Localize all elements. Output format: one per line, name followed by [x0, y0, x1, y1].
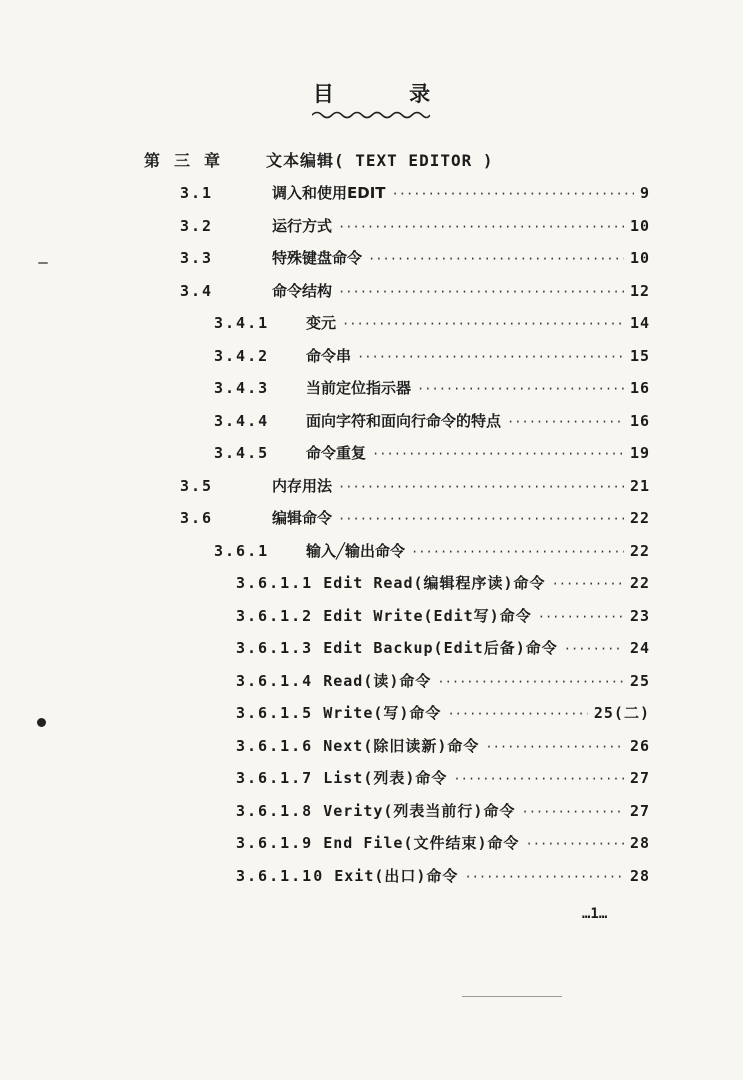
toc-entry-title: Edit Read(编辑程序读)命令	[323, 574, 546, 592]
toc-entry-page: 12	[629, 281, 650, 300]
toc-entry-number: 3.5	[180, 476, 214, 495]
toc-entry-title: Edit Backup(Edit后备)命令	[323, 639, 558, 657]
toc-entry	[214, 377, 650, 407]
page-number: …1…	[582, 906, 608, 922]
leader-dots	[526, 837, 624, 851]
leader-dots	[417, 382, 624, 396]
toc-entry	[180, 475, 650, 505]
toc-entry-number: 3.4	[180, 281, 214, 300]
toc-entry	[236, 865, 650, 895]
leader-dots	[342, 317, 624, 331]
toc-entry-number: 3.4.1	[214, 314, 270, 332]
toc-entry-title: 当前定位指示器	[306, 379, 412, 397]
toc-entry-title: 命令结构	[272, 281, 333, 300]
toc-entry-page: 19	[629, 444, 650, 462]
chapter-number: 第三章	[144, 151, 235, 170]
leader-dots	[372, 447, 624, 461]
toc-entry-page: 23	[629, 606, 650, 625]
leader-dots	[564, 642, 624, 656]
toc-entry	[180, 182, 650, 212]
toc-entry-number: 3.6.1.7	[236, 769, 314, 787]
leader-dots	[357, 350, 624, 364]
leader-dots	[368, 252, 624, 266]
leader-dots	[338, 285, 624, 299]
toc-entry-page: 24	[629, 639, 650, 657]
toc-entry-page: 15	[629, 346, 650, 365]
toc-entry	[236, 735, 650, 765]
toc-entry-title: 运行方式	[272, 216, 333, 235]
toc-entry-title: Write(写)命令	[323, 704, 442, 722]
toc-entry-title: 内存用法	[272, 476, 333, 495]
toc-entry	[214, 410, 650, 440]
ink-speck	[462, 996, 562, 997]
toc-entry-title: 编辑命令	[272, 509, 333, 527]
toc-entry-number: 3.6.1.5	[236, 704, 314, 722]
toc-entry-page: 22	[629, 509, 650, 527]
toc-entry-page: 25	[629, 671, 650, 690]
toc-entry	[236, 832, 650, 862]
toc-entry-page: 21	[629, 476, 650, 495]
toc-entry-title: 面向字符和面向行命令的特点	[306, 411, 502, 430]
toc-entry-page: 27	[629, 801, 650, 820]
ink-speck	[37, 718, 46, 727]
toc-entry-title: 输入╱输出命令	[306, 541, 406, 560]
toc-entry-number: 3.6.1.3	[236, 639, 314, 657]
toc-entry-number: 3.4.5	[214, 444, 270, 462]
toc-entry-number: 3.6.1.1	[236, 574, 314, 592]
toc-entry-page: 10	[629, 249, 650, 267]
toc-entry-page: 9	[639, 184, 650, 202]
leader-dots	[552, 577, 624, 591]
toc-entry-number: 3.6.1.6	[236, 736, 314, 755]
toc-entry-title: 特殊键盘命令	[272, 249, 363, 267]
toc-entry-title: End File(文件结束)命令	[323, 834, 520, 852]
toc-entry-number: 3.3	[180, 249, 214, 267]
leader-dots	[411, 545, 624, 559]
toc-entry-page: 14	[629, 314, 650, 332]
toc-entry-title: Edit Write(Edit写)命令	[323, 606, 532, 625]
toc-entry	[236, 605, 650, 635]
toc-entry-title: List(列表)命令	[323, 769, 448, 787]
toc-entry	[236, 767, 650, 797]
leader-dots	[453, 772, 624, 786]
leader-dots	[338, 220, 624, 234]
leader-dots	[392, 187, 634, 201]
toc-entry-title: 调入和使用EDIT	[272, 184, 386, 202]
toc-entry	[236, 637, 650, 667]
toc-entry-title: 变元	[306, 314, 337, 332]
toc-entry-page: 26	[629, 736, 650, 755]
toc-entry	[236, 572, 650, 602]
toc-entry	[214, 312, 650, 342]
leader-dots	[507, 415, 624, 429]
toc-entry	[214, 442, 650, 472]
toc-entry-number: 3.6	[180, 509, 214, 527]
toc-entry-title: Next(除旧读新)命令	[323, 736, 480, 755]
toc-entry	[180, 507, 650, 537]
leader-dots	[338, 512, 624, 526]
toc-entry-number: 3.1	[180, 184, 214, 202]
toc-entry	[180, 280, 650, 310]
toc-entry-number: 3.6.1.9	[236, 834, 314, 852]
toc-entry-number: 3.6.1	[214, 541, 270, 560]
toc-entry-title: Verity(列表当前行)命令	[323, 801, 516, 820]
toc-entry	[214, 540, 650, 570]
leader-dots	[538, 610, 624, 624]
toc-entry-page: 28	[629, 834, 650, 852]
toc-entry-title: 命令串	[306, 346, 352, 365]
toc-entry-page: 25(二)	[593, 704, 650, 722]
toc-entry	[180, 215, 650, 245]
toc-entry-number: 3.6.1.8	[236, 801, 314, 820]
leader-dots	[521, 805, 623, 819]
chapter-title: 文本编辑( TEXT EDITOR )	[266, 151, 494, 170]
toc-entry-number: 3.2	[180, 216, 214, 235]
toc-entry-number: 3.4.2	[214, 346, 270, 365]
leader-dots	[485, 740, 624, 754]
toc-entry	[236, 800, 650, 830]
toc-entry	[180, 247, 650, 277]
toc-entry-page: 22	[629, 574, 650, 592]
toc-entry-number: 3.6.1.2	[236, 606, 314, 625]
toc-entry-number: 3.4.4	[214, 411, 270, 430]
leader-dots	[338, 480, 624, 494]
toc-entry-number: 3.6.1.4	[236, 671, 314, 690]
toc-entry-title: Read(读)命令	[323, 671, 432, 690]
toc-entry-title: 命令重复	[306, 444, 367, 462]
toc-entry-number: 3.6.1.10	[236, 866, 325, 885]
toc-entry-page: 10	[629, 216, 650, 235]
toc-entry-page: 28	[629, 866, 650, 885]
ink-speck	[38, 262, 48, 264]
toc-entry-page: 16	[629, 411, 650, 430]
leader-dots	[447, 707, 587, 721]
leader-dots	[464, 870, 624, 884]
toc-entry-title: Exit(出口)命令	[334, 866, 459, 885]
toc-entry	[214, 345, 650, 375]
leader-dots	[437, 675, 624, 689]
toc-entry-page: 27	[629, 769, 650, 787]
toc-entry	[236, 702, 650, 732]
toc-entry	[236, 670, 650, 700]
page-title: 目 录	[312, 82, 465, 106]
toc-entry-page: 16	[629, 379, 650, 397]
toc-entry-number: 3.4.3	[214, 379, 270, 397]
toc-entry-page: 22	[629, 541, 650, 560]
